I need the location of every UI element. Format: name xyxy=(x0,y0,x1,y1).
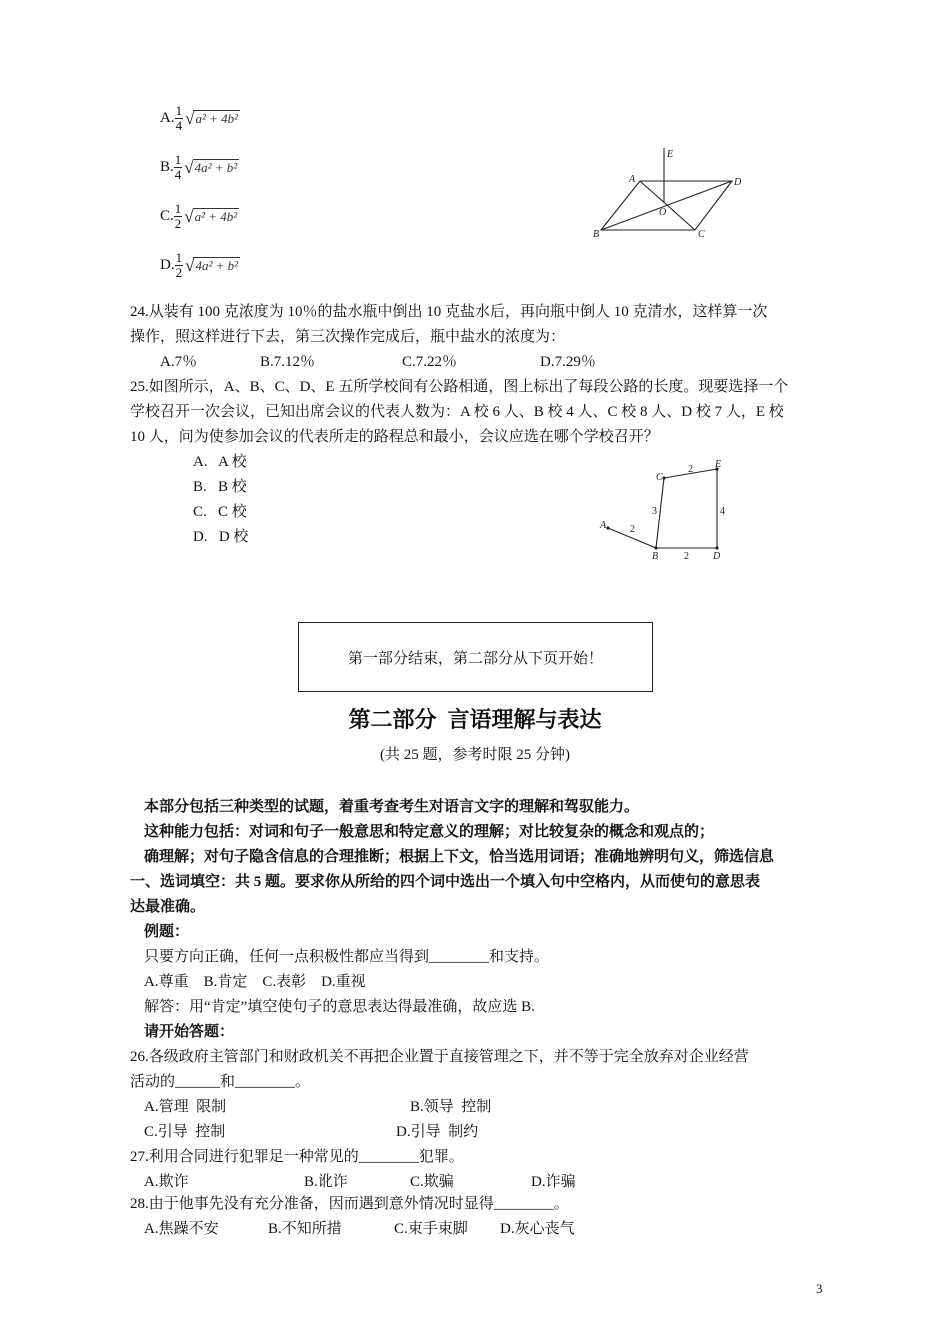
length-cb: 3 xyxy=(652,506,657,517)
length-bd: 2 xyxy=(684,551,689,562)
q28-option-c: C.束手束脚 xyxy=(394,1221,468,1237)
q25-option-b: B. B 校 xyxy=(193,479,247,495)
q26-text-1: 26.各级政府主管部门和财政机关不再把企业置于直接管理之下，并不等于完全放弃对企业经营 xyxy=(130,1049,749,1065)
node-b xyxy=(654,546,657,549)
example-options: A.尊重 B.肯定 C.表彰 D.重视 xyxy=(144,974,366,990)
example-answer: 解答：用“肯定”填空使句子的意思表达得最准确，故应选 B. xyxy=(144,999,535,1015)
label-c: C xyxy=(656,472,663,483)
label-e: E xyxy=(667,149,674,160)
q28-option-b: B.不知所措 xyxy=(268,1221,342,1237)
q24-option-b: B.7.12％ xyxy=(260,354,316,370)
label-o: O xyxy=(659,207,667,218)
q25-option-c: C. C 校 xyxy=(193,504,247,520)
q24-text-2: 操作，照这样进行下去，第三次操作完成后，瓶中盐水的浓度为： xyxy=(130,329,566,345)
q23-options xyxy=(160,104,240,300)
q27-option-c: C.欺骗 xyxy=(410,1174,454,1190)
part-end-text: 第一部分结束，第二部分从下页开始！ xyxy=(347,650,603,667)
label-d: D xyxy=(713,551,721,562)
intro-line-1: 本部分包括三种类型的试题，着重考查考生对语言文字的理解和驾驭能力。 xyxy=(144,799,640,815)
fraction: $\frac{1}{2}$ xyxy=(175,250,183,280)
q25-text-3: 10 人，问为使参加会议的代表所走的路程总和最小，会议应选在哪个学校召开？ xyxy=(130,429,659,445)
q24-text-1: 24.从装有 100 克浓度为 10％的盐水瓶中倒出 10 克盐水后，再向瓶中倒人 10 克清水，这样算一次 xyxy=(130,304,768,320)
label-e: E xyxy=(715,459,722,470)
intro-line-2: 这种能力包括：对词和句子一般意思和特定意义的理解；对比较复杂的概念和观点的； xyxy=(144,824,715,840)
page-number: 3 xyxy=(816,1281,823,1296)
section-title: 第二部分 言语理解与表达 xyxy=(348,707,602,732)
q24-option-a: A.7％ xyxy=(160,354,198,370)
q26-option-c: C.引导 控制 xyxy=(144,1124,226,1140)
example-question: 只要方向正确，任何一点积极性都应当得到________和支持。 xyxy=(144,949,550,965)
q23-option-d: D. $\frac{1}{2}$ √4a² + b² xyxy=(160,250,239,280)
label-a: A xyxy=(600,520,607,531)
length-ce: 2 xyxy=(688,464,693,475)
node-a xyxy=(606,526,609,529)
q28-option-d: D.灰心丧气 xyxy=(500,1221,575,1237)
q26-option-a: A.管理 限制 xyxy=(144,1099,227,1115)
label-b: B xyxy=(652,551,659,562)
fraction: $\frac{1}{4}$ xyxy=(175,103,183,133)
length-ab: 2 xyxy=(630,524,635,535)
q26-option-d: D.引导 制约 xyxy=(396,1124,479,1140)
node-d xyxy=(715,546,718,549)
q25-option-a: A. A 校 xyxy=(193,454,247,470)
node-c xyxy=(662,476,665,479)
sqrt-icon: √ xyxy=(185,255,195,275)
q27-option-a: A.欺诈 xyxy=(144,1174,189,1190)
example-heading: 例题： xyxy=(144,924,190,940)
intro-line-5: 达最准确。 xyxy=(130,899,206,915)
label-a: A xyxy=(629,174,636,185)
label-c: C xyxy=(698,229,705,240)
label-b: B xyxy=(593,229,600,240)
q23-option-a: A. $\frac{1}{4}$ √a² + 4b² xyxy=(160,103,239,133)
fraction: $\frac{1}{2}$ xyxy=(174,201,182,231)
fraction: $\frac{1}{4}$ xyxy=(174,152,182,182)
q24-option-c: C.7.22％ xyxy=(402,354,458,370)
part-end-box xyxy=(298,622,653,692)
q27-text: 27.利用合同进行犯罪足一种常见的________犯罪。 xyxy=(130,1149,464,1165)
q28-option-a: A.焦躁不安 xyxy=(144,1221,219,1237)
q23-option-b: B. $\frac{1}{4}$ √4a² + b² xyxy=(160,152,238,182)
length-ed: 4 xyxy=(720,506,725,517)
label-d: D xyxy=(734,177,742,188)
intro-line-4: 一、选词填空：共 5 题。要求你从所给的四个词中选出一个填入句中空格内，从而使句的意思表 xyxy=(130,874,761,890)
parallelogram-figure xyxy=(585,145,750,240)
road-network-figure xyxy=(598,458,738,564)
road-bc xyxy=(656,478,664,548)
sqrt-icon: √ xyxy=(184,206,194,226)
q26-text-2: 活动的______和________。 xyxy=(130,1074,311,1090)
q25-text-1: 25.如图所示，A、B、C、D、E 五所学校间有公路相通，图上标出了每段公路的长度。现要选择一个 xyxy=(130,379,789,395)
q25-text-2: 学校召开一次会议，已知出席会议的代表人数为：A 校 6 人、B 校 4 人、C 校 8 人、D 校 7 人，E 校 xyxy=(130,404,784,420)
q27-option-b: B.讹诈 xyxy=(304,1174,348,1190)
section-subtitle: (共 25 题，参考时限 25 分钟) xyxy=(380,747,570,763)
q27-option-d: D.诈骗 xyxy=(531,1174,576,1190)
q25-option-d: D. D 校 xyxy=(193,529,249,545)
q28-text: 28.由于他事先没有充分准备，因而遇到意外情况时显得________。 xyxy=(130,1196,569,1212)
q26-option-b: B.领导 控制 xyxy=(410,1099,492,1115)
start-prompt: 请开始答题： xyxy=(144,1024,235,1040)
q23-option-c: C. $\frac{1}{2}$ √a² + 4b² xyxy=(160,201,238,231)
q24-option-d: D.7.29％ xyxy=(540,354,596,370)
sqrt-icon: √ xyxy=(185,108,195,128)
sqrt-icon: √ xyxy=(184,157,194,177)
intro-line-3: 确理解；对句子隐含信息的合理推断；根据上下文，恰当选用词语；准确地辨明句义，筛选信息 xyxy=(144,849,775,865)
